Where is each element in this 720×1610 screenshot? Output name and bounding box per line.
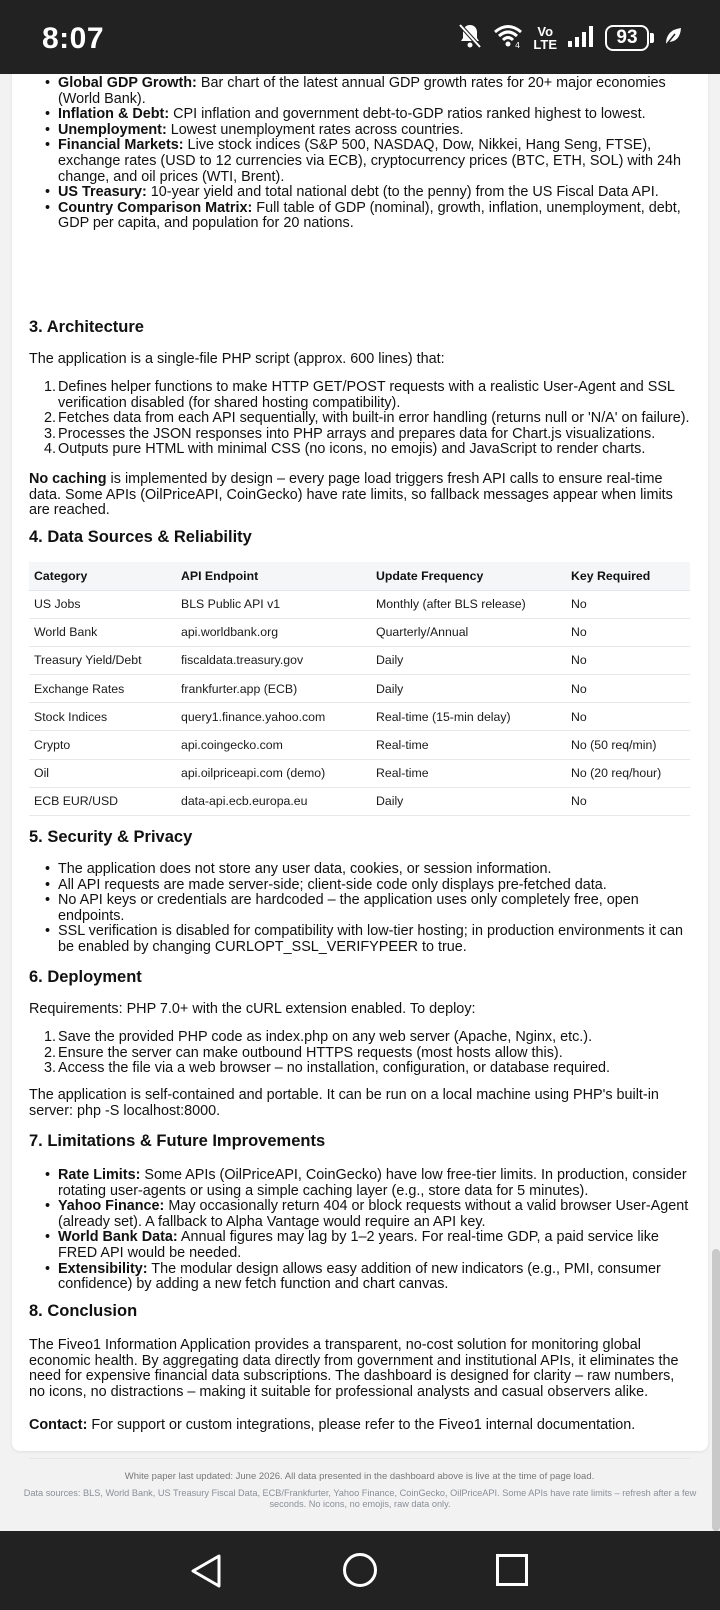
back-icon[interactable] xyxy=(189,1553,223,1589)
contact-note: Contact: For support or custom integrations, please refer to the Fiveo1 internal documentation. xyxy=(29,1417,636,1433)
list-item: • Inflation & Debt: CPI inflation and government debt-to-GDP ratios ranked highest to lowest. xyxy=(58,107,690,123)
list-item: 1. Defines helper functions to make HTTP GET/POST requests with a realistic User-Agent and SSL verification disabled (for shared hosting compatibility). xyxy=(44,379,675,411)
list-item: • Unemployment: Lowest unemployment rates across countries. xyxy=(58,123,690,139)
list-item: 3. Processes the JSON responses into PHP arrays and prepares data for Chart.js visualizations. xyxy=(44,425,656,442)
table-row: World Bank api.worldbank.org Quarterly/Annual No xyxy=(29,618,690,646)
battery-icon xyxy=(605,25,654,51)
limitations-list xyxy=(29,1168,690,1293)
data-sources-table xyxy=(29,562,690,816)
leaf-icon xyxy=(664,26,682,51)
list-item: • World Bank Data: Annual figures may lag by 1–2 years. For real-time GDP, a paid service like FRED API would be needed. xyxy=(58,1230,690,1261)
system-navigation-bar xyxy=(0,1531,720,1610)
deployment-steps xyxy=(29,1030,690,1077)
list-item: • Global GDP Growth: Bar chart of the latest annual GDP growth rates for 20+ major economies (World Bank). xyxy=(58,76,690,107)
list-item: 2. Fetches data from each API sequentially, with built-in error handling (returns null or 'N/A' on failure). xyxy=(44,410,690,427)
list-item: 3. Access the file via a web browser – no installation, configuration, or database required. xyxy=(44,1060,610,1077)
list-item: • Rate Limits: Some APIs (OilPriceAPI, CoinGecko) have low free-tier limits. In production, consider rotating user-agents or using a simple caching layer (e.g., store data for 5 minutes). xyxy=(58,1168,690,1199)
list-item: • US Treasury: 10-year yield and total national debt (to the penny) from the US Fiscal Data API. xyxy=(58,185,690,201)
section-heading-deployment: 6. Deployment xyxy=(29,968,142,986)
scrollbar[interactable] xyxy=(712,1249,720,1531)
status-icons xyxy=(457,22,682,54)
conclusion-text: The Fiveo1 Information Application provides a transparent, no-cost solution for monitoring global economic health. By aggregating data directly from government and institutional APIs, it eliminates the need for expensive financial data subscriptions. The dashboard is designed for clarity – raw numbers, no icons, no distractions – making it suitable for professional analysts and casual observers alike. xyxy=(29,1337,679,1400)
list-item: • Financial Markets: Live stock indices (S&P 500, NASDAQ, Dow, Nikkei, Hang Seng, FTSE), exchange rates (USD to 12 currencies via ECB), cryptocurrency prices (BTC, ETH, SOL) with 24h change, and oil prices (WTI, Brent). xyxy=(58,138,690,185)
page-content[interactable] xyxy=(0,74,720,1531)
security-list xyxy=(29,862,690,956)
column-header: Category xyxy=(29,562,176,590)
deployment-intro: Requirements: PHP 7.0+ with the cURL extension enabled. To deploy: xyxy=(29,1001,476,1017)
white-paper-card xyxy=(12,74,708,1482)
signal-icon xyxy=(567,24,595,53)
list-item: 1. Save the provided PHP code as index.php on any web server (Apache, Nginx, etc.). xyxy=(44,1029,593,1045)
table-row: Crypto api.coingecko.com Real-time No (50 req/min) xyxy=(29,731,690,759)
deployment-outro: The application is self-contained and portable. It can be run on a local machine using PHP's built-in server: php -S localhost:8000. xyxy=(29,1087,659,1119)
volte-indicator: Vo LTE xyxy=(533,24,557,52)
last-updated-note: White paper last updated: June 2026. All data presented in the dashboard above is live at the time of page load. xyxy=(29,1458,690,1482)
architecture-steps xyxy=(29,380,690,458)
battery-level: 93 xyxy=(605,25,649,51)
list-item: • Country Comparison Matrix: Full table of GDP (nominal), growth, inflation, unemployment, debt, GDP per capita, and population for 20 nations. xyxy=(58,201,690,232)
svg-text:4: 4 xyxy=(515,40,521,49)
table-row: Treasury Yield/Debt fiscaldata.treasury.gov Daily No xyxy=(29,646,690,674)
list-item: • SSL verification is disabled for compatibility with low-tier hosting; in production environments it can be enabled by changing CURLOPT_SSL_VERIFYPEER to true. xyxy=(58,924,690,955)
section-heading-security: 5. Security & Privacy xyxy=(29,828,193,846)
table-header-row xyxy=(29,562,690,590)
section-heading-conclusion: 8. Conclusion xyxy=(29,1302,138,1320)
home-icon[interactable] xyxy=(342,1552,378,1588)
table-row: US Jobs BLS Public API v1 Monthly (after BLS release) No xyxy=(29,590,690,618)
list-item: • All API requests are made server-side; client-side code only displays pre-fetched data. xyxy=(58,878,690,894)
list-item: • Yahoo Finance: May occasionally return 404 or block requests without a valid browser User-Agent (already set). A fallback to Alpha Vantage would require an API key. xyxy=(58,1199,690,1230)
clock: 8:07 xyxy=(42,22,105,55)
table-row: Exchange Rates frankfurter.app (ECB) Daily No xyxy=(29,675,690,703)
table-row: Oil api.oilpriceapi.com (demo) Real-time No (20 req/hour) xyxy=(29,759,690,787)
column-header: Key Required xyxy=(566,562,690,590)
section-heading-architecture: 3. Architecture xyxy=(29,318,144,336)
status-bar xyxy=(0,0,720,74)
column-header: API Endpoint xyxy=(176,562,371,590)
bell-muted-icon xyxy=(457,22,483,55)
list-item: 2. Ensure the server can make outbound HTTPS requests (most hosts allow this). xyxy=(44,1044,563,1061)
list-item: • No API keys or credentials are hardcoded – the application uses only completely free, open endpoints. xyxy=(58,893,690,924)
wifi-icon xyxy=(493,23,523,54)
recents-icon[interactable] xyxy=(495,1553,529,1587)
page-footer: Data sources: BLS, World Bank, US Treasury Fiscal Data, ECB/Frankfurter, Yahoo Finance, CoinGecko, OilPriceAPI. Some APIs have rate limits – refresh after a few seconds. No icons, no emojis, raw data only. xyxy=(23,1488,697,1509)
no-caching-note: No caching is implemented by design – every page load triggers fresh API calls to ensure real-time data. Some APIs (OilPriceAPI, CoinGecko) have rate limits, so fallback messages appear when limits are reached. xyxy=(29,471,673,519)
list-item: • Extensibility: The modular design allows easy addition of new indicators (e.g., PMI, consumer confidence) by adding a new fetch function and chart canvas. xyxy=(58,1262,690,1293)
list-item: • The application does not store any user data, cookies, or session information. xyxy=(58,862,690,878)
features-list xyxy=(29,76,690,232)
architecture-intro: The application is a single-file PHP script (approx. 600 lines) that: xyxy=(29,351,445,367)
table-row: ECB EUR/USD data-api.ecb.europa.eu Daily No xyxy=(29,787,690,815)
list-item: 4. Outputs pure HTML with minimal CSS (no icons, no emojis) and JavaScript to render charts. xyxy=(44,441,646,458)
column-header: Update Frequency xyxy=(371,562,566,590)
table-row: Stock Indices query1.finance.yahoo.com Real-time (15-min delay) No xyxy=(29,703,690,731)
section-heading-data-sources: 4. Data Sources & Reliability xyxy=(29,528,252,546)
section-heading-limitations: 7. Limitations & Future Improvements xyxy=(29,1132,326,1150)
